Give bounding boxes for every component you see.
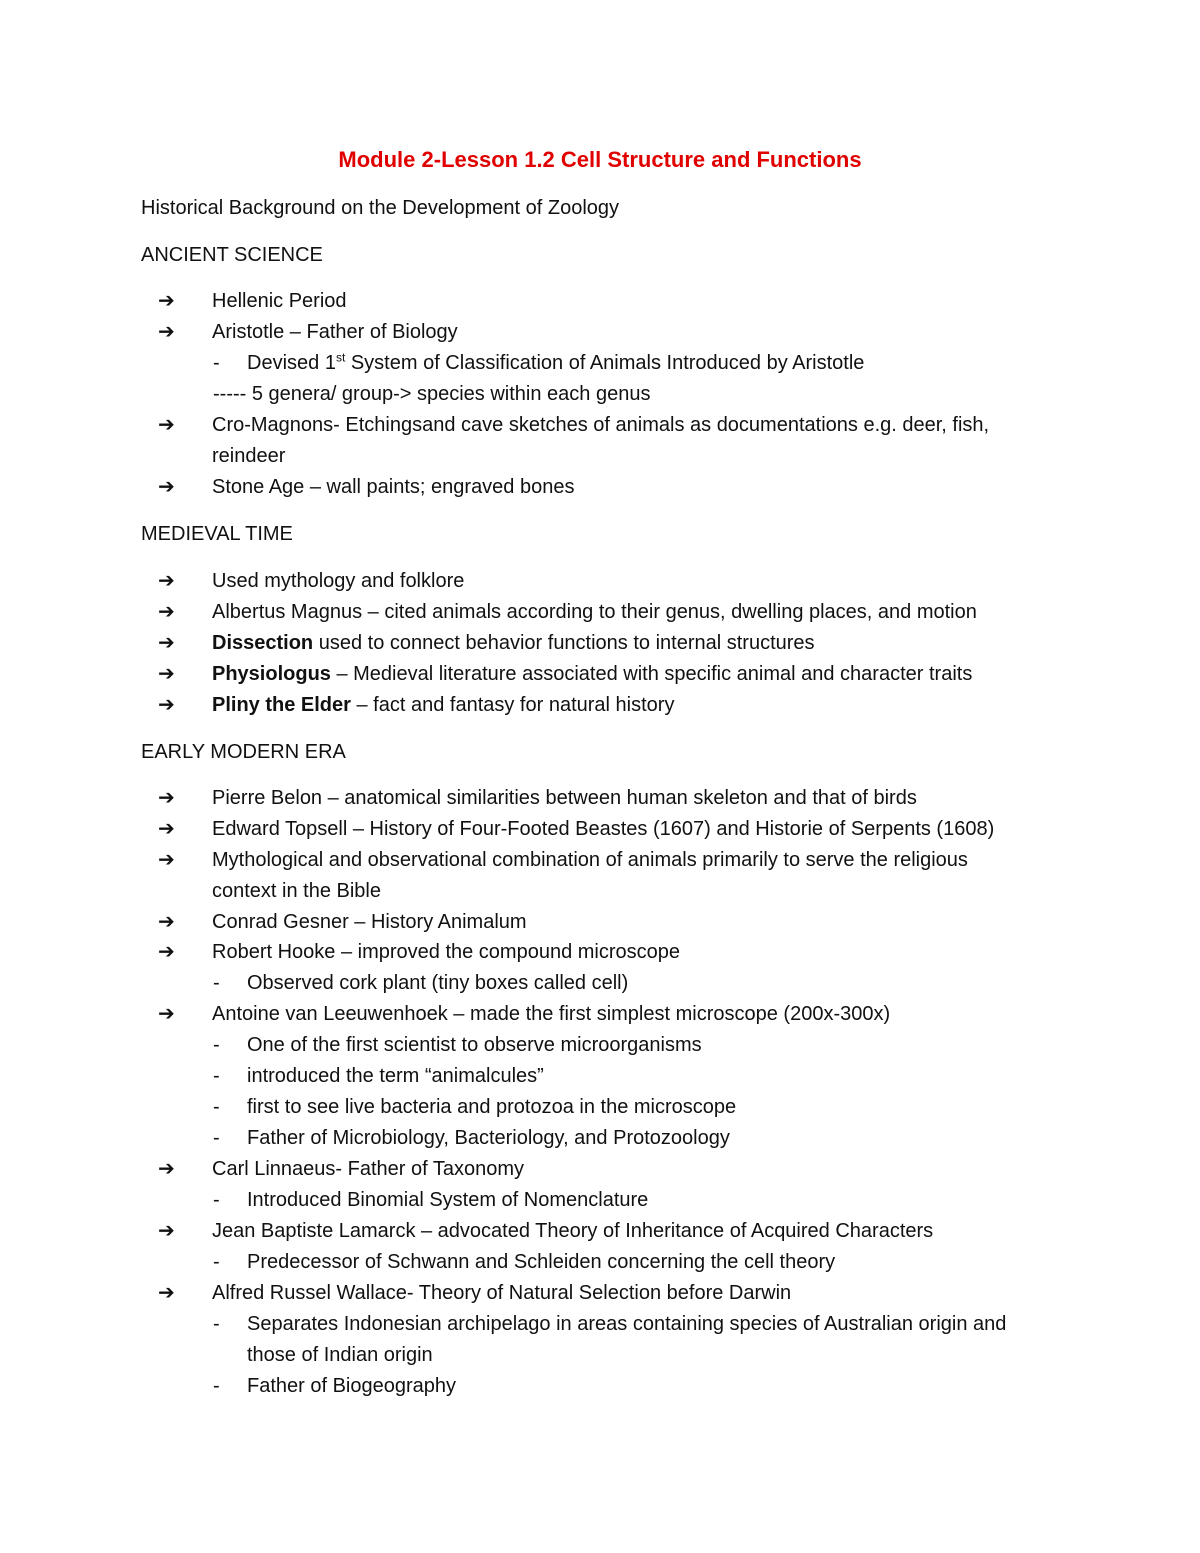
list-item-mythological-cont: context in the Bible: [212, 880, 381, 902]
list-item-linnaeus: Carl Linnaeus- Father of Taxonomy: [212, 1158, 525, 1180]
dash-bullet: -: [213, 1375, 220, 1397]
sub-item-leeuwenhoek-2: introduced the term “animalcules”: [247, 1065, 544, 1087]
arrow-bullet-icon: ➔: [158, 570, 175, 592]
list-item-topsell: Edward Topsell – History of Four-Footed Beastes (1607) and Historie of Serpents (1608): [212, 818, 995, 840]
sub-item-leeuwenhoek-3: first to see live bacteria and protozoa in the microscope: [247, 1096, 737, 1118]
arrow-bullet-icon: ➔: [158, 849, 175, 871]
dash-bullet: -: [213, 352, 220, 374]
document-subtitle: Historical Background on the Development of Zoology: [141, 197, 620, 219]
sub-item-wallace-2: Father of Biogeography: [247, 1375, 457, 1397]
arrow-bullet-icon: ➔: [158, 787, 175, 809]
arrow-bullet-icon: ➔: [158, 694, 175, 716]
sub-item-hooke: Observed cork plant (tiny boxes called cell): [247, 972, 629, 994]
list-item-aristotle: Aristotle – Father of Biology: [212, 321, 458, 343]
arrow-bullet-icon: ➔: [158, 1158, 175, 1180]
sub-item-devised: Devised 1st System of Classification of Animals Introduced by Aristotle: [247, 350, 865, 374]
list-item-belon: Pierre Belon – anatomical similarities between human skeleton and that of birds: [212, 787, 917, 809]
sub-item-genera: ----- 5 genera/ group-> species within each genus: [213, 383, 651, 405]
dash-bullet: -: [213, 1313, 220, 1335]
list-item-cromagnons: Cro-Magnons- Etchingsand cave sketches of animals as documentations e.g. deer, fish,: [212, 414, 990, 436]
list-item-albertus: Albertus Magnus – cited animals according to their genus, dwelling places, and motion: [212, 601, 977, 623]
arrow-bullet-icon: ➔: [158, 911, 175, 933]
sub-item-leeuwenhoek-4: Father of Microbiology, Bacteriology, and Protozoology: [247, 1127, 730, 1149]
list-item-physiologus: Physiologus – Medieval literature associated with specific animal and character traits: [212, 663, 973, 685]
section-heading-medieval: MEDIEVAL TIME: [141, 523, 293, 545]
dash-bullet: -: [213, 1096, 220, 1118]
arrow-bullet-icon: ➔: [158, 414, 175, 436]
dash-bullet: -: [213, 1127, 220, 1149]
list-item-leeuwenhoek: Antoine van Leeuwenhoek – made the first simplest microscope (200x-300x): [212, 1003, 891, 1025]
list-item-mythology: Used mythology and folklore: [212, 570, 465, 592]
arrow-bullet-icon: ➔: [158, 476, 175, 498]
list-item-hellenic: Hellenic Period: [212, 290, 347, 312]
list-item-hooke: Robert Hooke – improved the compound microscope: [212, 941, 681, 963]
arrow-bullet-icon: ➔: [158, 1282, 175, 1304]
sub-item-wallace-1-cont: those of Indian origin: [247, 1344, 433, 1366]
arrow-bullet-icon: ➔: [158, 941, 175, 963]
list-item-stone-age: Stone Age – wall paints; engraved bones: [212, 476, 575, 498]
document-title: Module 2-Lesson 1.2 Cell Structure and Functions: [338, 147, 862, 172]
arrow-bullet-icon: ➔: [158, 290, 175, 312]
list-item-lamarck: Jean Baptiste Lamarck – advocated Theory of Inheritance of Acquired Characters: [212, 1220, 934, 1242]
section-heading-ancient: ANCIENT SCIENCE: [141, 244, 323, 266]
dash-bullet: -: [213, 972, 220, 994]
list-item-pliny: Pliny the Elder – fact and fantasy for natural history: [212, 694, 675, 716]
dash-bullet: -: [213, 1065, 220, 1087]
dash-bullet: -: [213, 1034, 220, 1056]
sub-item-wallace-1: Separates Indonesian archipelago in areas containing species of Australian origin and: [247, 1313, 1007, 1335]
dash-bullet: -: [213, 1251, 220, 1273]
sub-item-lamarck: Predecessor of Schwann and Schleiden concerning the cell theory: [247, 1251, 836, 1273]
arrow-bullet-icon: ➔: [158, 663, 175, 685]
arrow-bullet-icon: ➔: [158, 321, 175, 343]
list-item-cromagnons-cont: reindeer: [212, 445, 286, 467]
arrow-bullet-icon: ➔: [158, 632, 175, 654]
section-heading-early-modern: EARLY MODERN ERA: [141, 741, 346, 763]
arrow-bullet-icon: ➔: [158, 601, 175, 623]
list-item-wallace: Alfred Russel Wallace- Theory of Natural Selection before Darwin: [212, 1282, 792, 1304]
sub-item-linnaeus: Introduced Binomial System of Nomenclature: [247, 1189, 649, 1211]
sub-item-leeuwenhoek-1: One of the first scientist to observe microorganisms: [247, 1034, 702, 1056]
list-item-mythological: Mythological and observational combination of animals primarily to serve the religious: [212, 849, 968, 871]
list-item-gesner: Conrad Gesner – History Animalum: [212, 911, 527, 933]
list-item-dissection: Dissection used to connect behavior functions to internal structures: [212, 632, 815, 654]
arrow-bullet-icon: ➔: [158, 818, 175, 840]
arrow-bullet-icon: ➔: [158, 1220, 175, 1242]
arrow-bullet-icon: ➔: [158, 1003, 175, 1025]
dash-bullet: -: [213, 1189, 220, 1211]
